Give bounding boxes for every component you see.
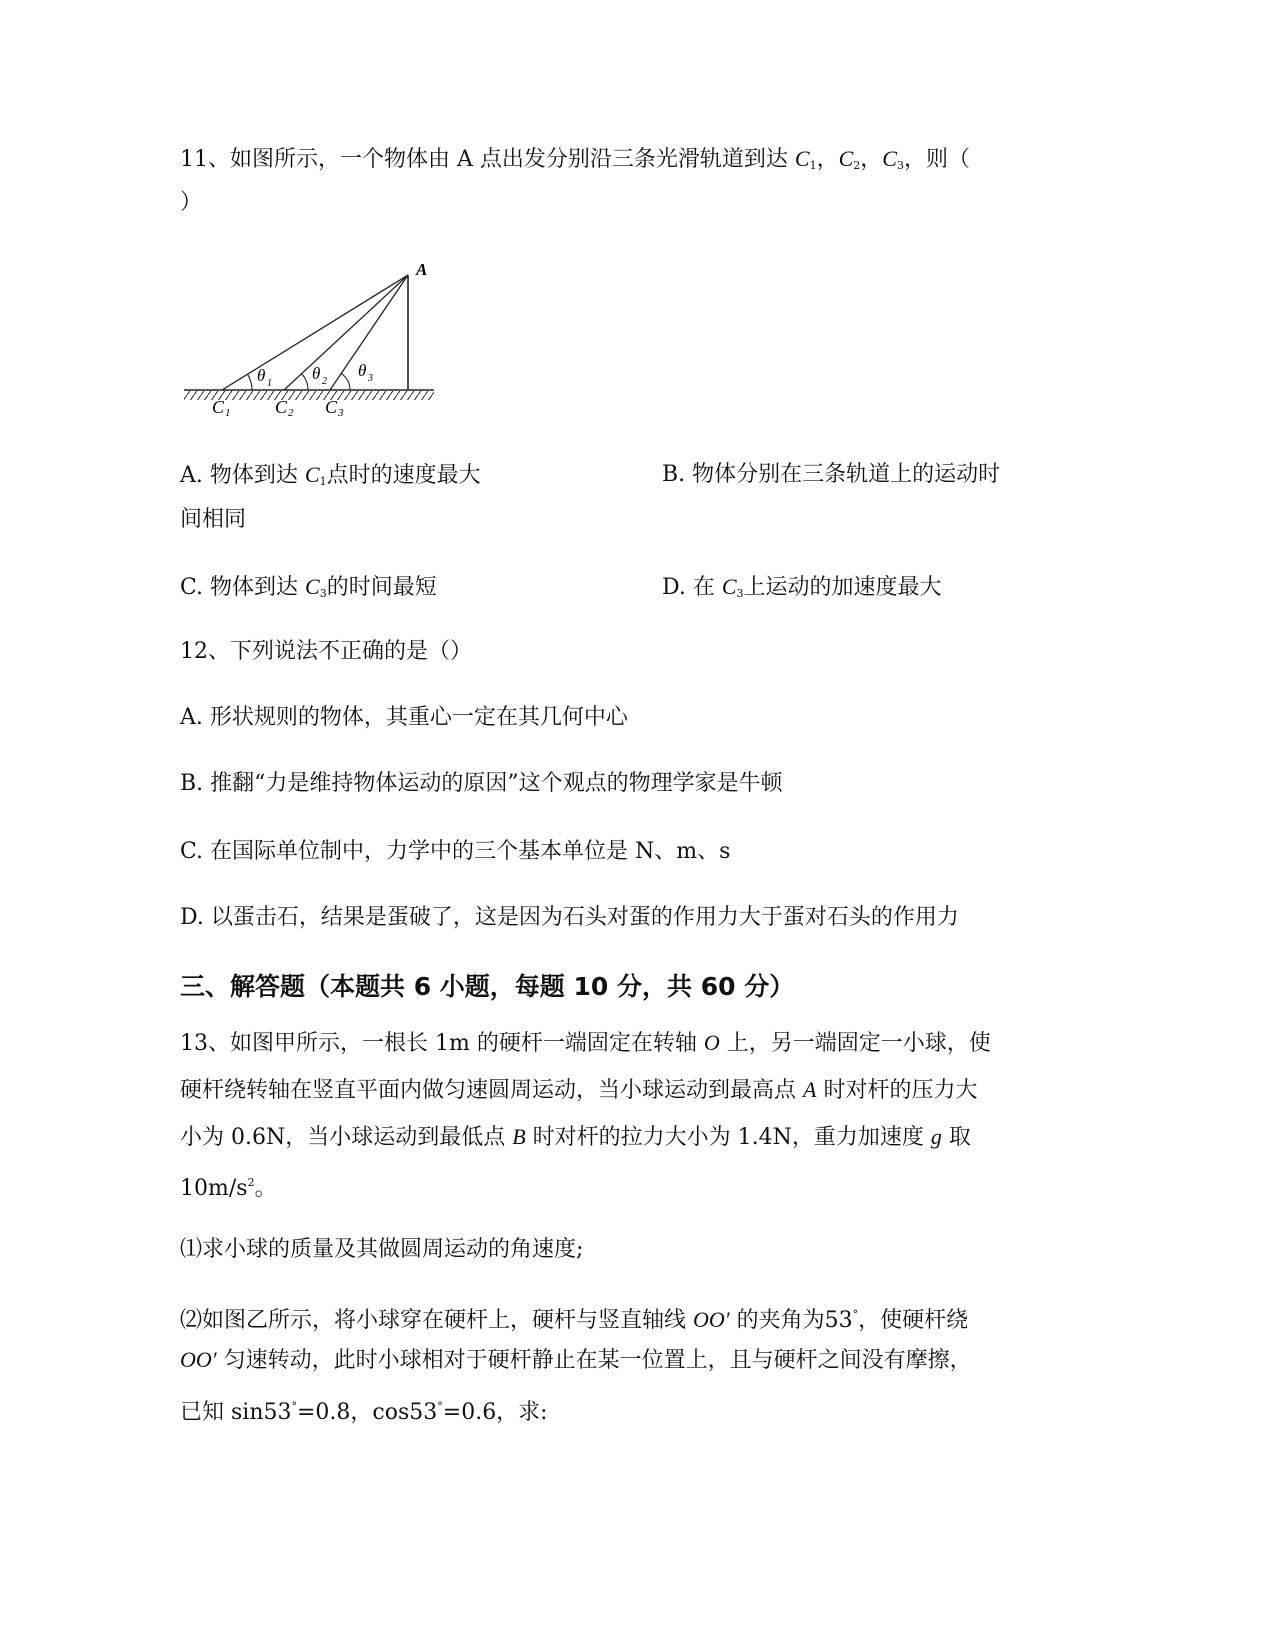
q13-line4 xyxy=(180,1168,277,1204)
label-theta1-sub: 1 xyxy=(267,378,272,389)
var-b: B xyxy=(512,1124,526,1149)
sub-3: 3 xyxy=(896,159,904,172)
angle-arc-3 xyxy=(341,373,350,390)
sub-1: 1 xyxy=(809,159,817,172)
q11-option-d xyxy=(662,572,942,609)
q12-stem: 12、下列说法不正确的是（） xyxy=(180,639,472,664)
var-a: A xyxy=(803,1077,817,1102)
var-c3: C xyxy=(882,146,897,171)
q13-text: =0.6，求: xyxy=(442,1400,548,1425)
var-g: g xyxy=(930,1124,942,1149)
q13-text: 匀速转动，此时小球相对于硬杆静止在某一位置上，且与硬杆之间没有摩擦， xyxy=(216,1348,972,1373)
q13-text: 。 xyxy=(254,1176,277,1201)
q11-stem-end: ，则（ xyxy=(903,147,970,172)
q13-text: ⑵如图乙所示，将小球穿在硬杆上，硬杆与竖直轴线 xyxy=(180,1308,693,1333)
label-theta3-sub: 3 xyxy=(368,373,373,384)
var-c1: C xyxy=(794,146,810,171)
q12-option-d: D. 以蛋击石，结果是蛋破了，这是因为石头对蛋的作用力大于蛋对石头的作用力 xyxy=(180,905,959,930)
q13-text: ，使硬杆绕 xyxy=(858,1308,969,1333)
section-heading: 三、解答题（本题共 6 小题，每题 10 分，共 60 分） xyxy=(180,972,795,1001)
option-a-text-end: 点时的速度最大 xyxy=(326,463,481,488)
label-theta1-symbol: θ xyxy=(257,366,266,385)
label-theta2-sub: 2 xyxy=(322,376,327,387)
q13-text: 硬杆绕转轴在竖直平面内做匀速圆周运动，当小球运动到最高点 xyxy=(180,1078,803,1103)
q13-text: 上，另一端固定一小球，使 xyxy=(719,1031,991,1056)
var-c: C xyxy=(304,462,320,487)
q11-option-b-continued: 间相同 xyxy=(180,507,247,532)
q13-part2-line3 xyxy=(180,1392,548,1428)
sub-1: 1 xyxy=(319,475,327,488)
label-c3-symbol: C xyxy=(325,397,338,417)
label-a: A xyxy=(416,260,428,279)
var-c2: C xyxy=(838,146,854,171)
q13-text: 10m/s xyxy=(180,1176,248,1201)
q13-line2 xyxy=(180,1075,977,1106)
angle-arc-1 xyxy=(248,374,253,390)
option-d-text: D. 在 xyxy=(662,575,722,600)
q13-text: 已知 sin53 xyxy=(180,1400,292,1425)
q11-option-b: B. 物体分别在三条轨道上的运动时 xyxy=(662,462,1001,487)
q13-text: 取 xyxy=(941,1125,971,1150)
option-c-text: C. 物体到达 xyxy=(180,575,306,600)
separator: ， xyxy=(860,147,883,172)
q13-text: 的夹角为53 xyxy=(729,1308,853,1333)
q11-option-a xyxy=(180,460,481,497)
label-c2-sub: 2 xyxy=(288,407,294,419)
degree-sign: ° xyxy=(852,1308,859,1321)
q13-part2-line1 xyxy=(180,1300,968,1336)
q13-text: 13、如图甲所示，一根长 1m 的硬杆一端固定在转轴 xyxy=(180,1031,704,1056)
option-a-text: A. 物体到达 xyxy=(180,463,305,488)
incline-figure xyxy=(180,255,440,420)
label-theta2-symbol: θ xyxy=(312,364,321,383)
q13-text: 时对杆的拉力大小为 1.4N，重力加速度 xyxy=(525,1125,931,1150)
var-c: C xyxy=(305,574,320,599)
var-oo-prime: OO′ xyxy=(693,1307,730,1332)
q12-option-a: A. 形状规则的物体，其重心一定在其几何中心 xyxy=(180,705,628,730)
q12-option-c: C. 在国际单位制中，力学中的三个基本单位是 N、m、s xyxy=(180,839,731,864)
angle-arc-2 xyxy=(302,374,308,390)
q13-text: 小为 0.6N，当小球运动到最低点 xyxy=(180,1125,513,1150)
label-theta3-symbol: θ xyxy=(358,361,367,380)
q13-line1 xyxy=(180,1028,991,1059)
label-c2-symbol: C xyxy=(275,397,288,417)
label-c3-sub: 3 xyxy=(338,407,344,419)
q13-text: 时对杆的压力大 xyxy=(816,1078,978,1103)
track-c2 xyxy=(284,275,408,390)
sub-2: 2 xyxy=(853,159,861,172)
q11-option-c xyxy=(180,572,437,609)
q13-line3 xyxy=(180,1122,971,1153)
label-c1-sub: 1 xyxy=(225,407,231,419)
q13-text: =0.8，cos53 xyxy=(296,1400,438,1425)
degree-sign: ° xyxy=(291,1400,297,1413)
q12-option-b: B. 推翻“力是维持物体运动的原因”这个观点的物理学家是牛顿 xyxy=(180,771,783,796)
var-c: C xyxy=(721,574,737,599)
q13-part2-line2 xyxy=(180,1345,972,1376)
sub-3: 3 xyxy=(736,587,744,600)
q11-stem-text: 11、如图所示，一个物体由 A 点出发分别沿三条光滑轨道到达 xyxy=(180,147,795,172)
option-d-text-end: 上运动的加速度最大 xyxy=(743,575,942,600)
q13-part1: ⑴求小球的质量及其做圆周运动的角速度; xyxy=(180,1237,584,1262)
option-c-text-end: 的时间最短 xyxy=(326,575,437,600)
sub-3: 3 xyxy=(319,587,327,600)
q11-stem-line2: ） xyxy=(180,190,203,215)
q11-stem-line1 xyxy=(180,144,970,181)
superscript-2: 2 xyxy=(247,1176,255,1189)
var-o: O xyxy=(703,1030,720,1055)
degree-sign: ° xyxy=(437,1400,443,1413)
var-oo-prime: OO′ xyxy=(180,1347,217,1372)
label-c1-symbol: C xyxy=(212,397,225,417)
separator: ， xyxy=(816,147,839,172)
